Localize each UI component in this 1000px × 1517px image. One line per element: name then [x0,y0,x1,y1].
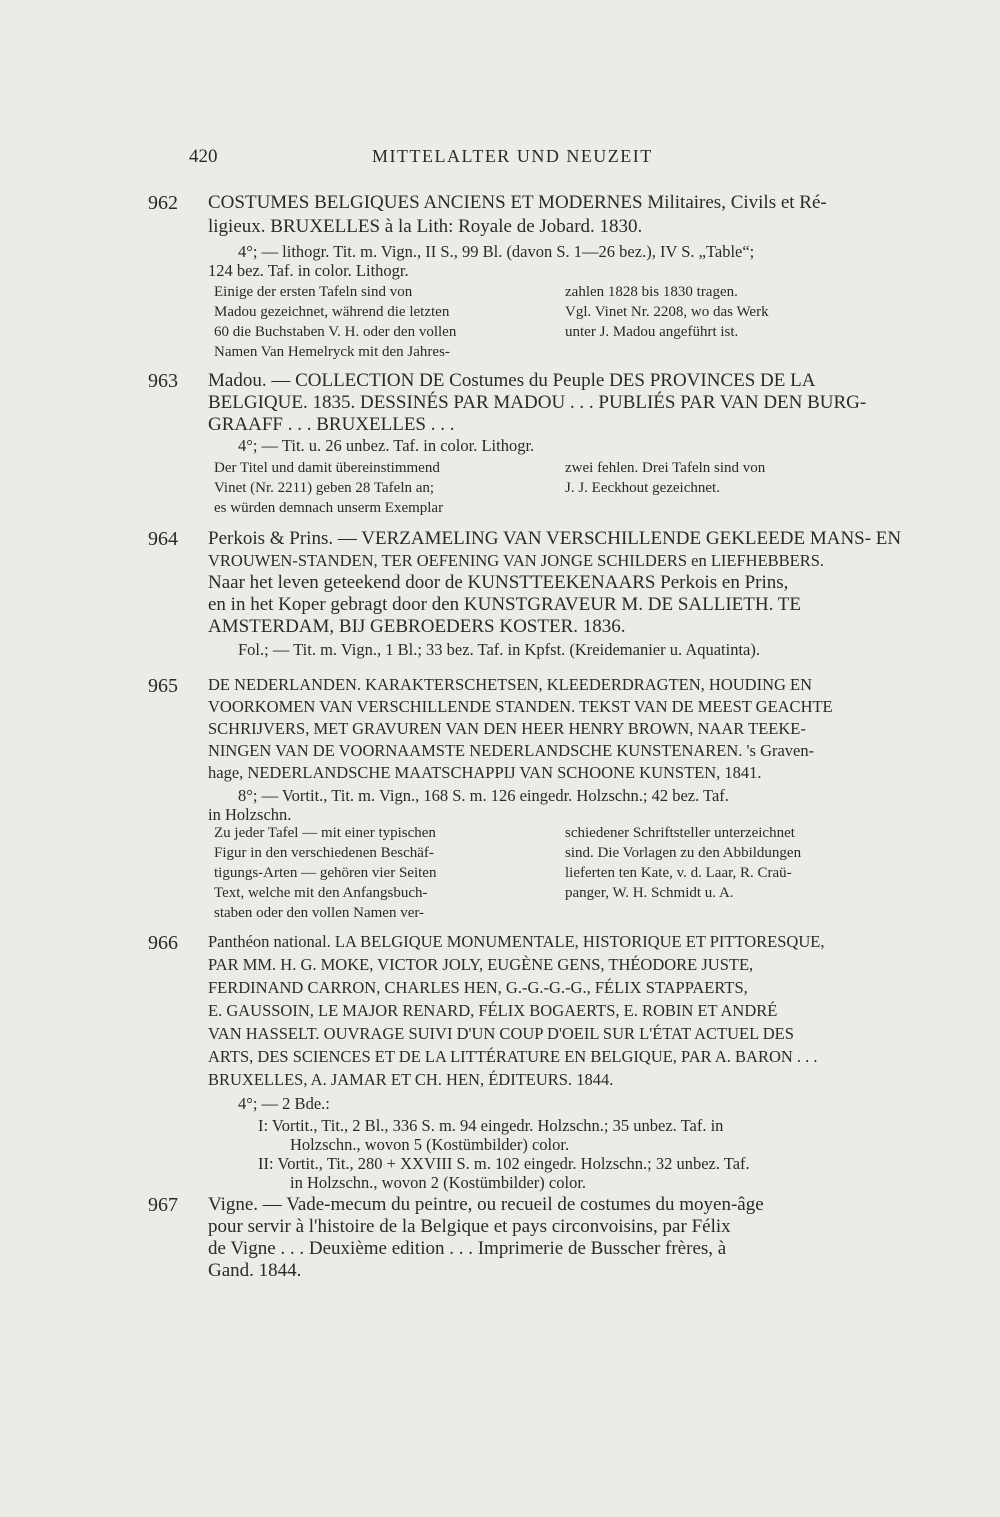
note-line: Vinet (Nr. 2211) geben 28 Tafeln an; [214,480,435,496]
note-left [214,458,534,518]
entry-line: Perkois & Prins. — VERZAMELING VAN VERSCHILLENDE GEKLEEDE MANS- EN [208,528,902,549]
note-line: Zu jeder Tafel — mit einer typischen [214,825,436,841]
entry-line: 8°; — Vortit., Tit. m. Vign., 168 S. m. 126 eingedr. Holzschn.; 42 bez. Taf. [238,786,729,805]
note-line: unter J. Madou angeführt ist. [565,324,739,340]
entry-line: VAN HASSELT. OUVRAGE SUIVI D'UN COUP D'OEIL SUR L'ÉTAT ACTUEL DES [208,1024,794,1043]
note-line: Text, welche mit den Anfangsbuch- [214,885,428,901]
entry-line: en in het Koper gebragt door den KUNSTGRAVEUR M. DE SALLIETH. TE [208,594,801,615]
note-line: es würden demnach unserm Exemplar [214,500,444,516]
entry-line: 4°; — lithogr. Tit. m. Vign., II S., 99 Bl. (davon S. 1—26 bez.), IV S. „Table“; [238,242,755,261]
entry-line: Gand. 1844. [208,1260,302,1281]
entry-line: in Holzschn. [208,805,292,824]
entry-line: in Holzschn., wovon 2 (Kostümbilder) color. [290,1173,587,1192]
entry-number: 966 [148,932,178,954]
entry-line: Naar het leven geteekend door de KUNSTTEEKENAARS Perkois en Prins, [208,572,789,593]
note-line: Madou gezeichnet, während die letzten [214,304,450,320]
entry-line: pour servir à l'histoire de la Belgique et pays circonvoisins, par Félix [208,1216,731,1237]
entry-line: 4°; — Tit. u. 26 unbez. Taf. in color. Lithogr. [238,436,535,455]
entry-line: Holzschn., wovon 5 (Kostümbilder) color. [290,1135,570,1154]
entry-line: VROUWEN-STANDEN, TER OEFENING VAN JONGE SCHILDERS en LIEFHEBBERS. [208,551,825,570]
note-line: J. J. Eeckhout gezeichnet. [565,480,720,496]
page-header [0,146,1000,172]
note-left [214,823,534,923]
entry-line: ARTS, DES SCIENCES ET DE LA LITTÉRATURE EN BELGIQUE, PAR A. BARON . . . [208,1047,818,1066]
page-number: 420 [189,146,218,167]
note-line: Figur in den verschiedenen Beschäf- [214,845,434,861]
note-line: Namen Van Hemelryck mit den Jahres- [214,344,450,360]
running-title: MITTELALTER UND NEUZEIT [372,146,653,166]
note-line: Der Titel und damit übereinstimmend [214,460,440,476]
entry-line: BRUXELLES, A. JAMAR ET CH. HEN, ÉDITEURS. 1844. [208,1070,614,1089]
entry-line: ligieux. BRUXELLES à la Lith: Royale de Jobard. 1830. [208,216,643,237]
entry-line: Fol.; — Tit. m. Vign., 1 Bl.; 33 bez. Taf. in Kpfst. (Kreidemanier u. Aquatinta). [238,640,760,659]
entry-line: Vigne. — Vade-mecum du peintre, ou recueil de costumes du moyen-âge [208,1194,764,1215]
entry-line: VOORKOMEN VAN VERSCHILLENDE STANDEN. TEKST VAN DE MEEST GEACHTE [208,697,833,716]
entry-line: BELGIQUE. 1835. DESSINÉS PAR MADOU . . . PUBLIÉS PAR VAN DEN BURG- [208,392,867,413]
entry-line: COSTUMES BELGIQUES ANCIENS ET MODERNES Militaires, Civils et Ré- [208,192,827,213]
entry-line: I: Vortit., Tit., 2 Bl., 336 S. m. 94 eingedr. Holzschn.; 35 unbez. Taf. in [258,1116,724,1135]
note-line: 60 die Buchstaben V. H. oder den vollen [214,324,457,340]
note-right [565,823,855,903]
entry-line: GRAAFF . . . BRUXELLES . . . [208,414,455,435]
entry-line: E. GAUSSOIN, LE MAJOR RENARD, FÉLIX BOGAERTS, E. ROBIN ET ANDRÉ [208,1001,778,1020]
note-line: Einige der ersten Tafeln sind von [214,284,413,300]
entry-number: 963 [148,370,178,392]
note-line: Vgl. Vinet Nr. 2208, wo das Werk [565,304,769,320]
entry-line: 124 bez. Taf. in color. Lithogr. [208,261,409,280]
note-left [214,282,534,362]
note-line: zahlen 1828 bis 1830 tragen. [565,284,738,300]
note-line: staben oder den vollen Namen ver- [214,905,425,921]
entry-line: II: Vortit., Tit., 280 + XXVIII S. m. 102 eingedr. Holzschn.; 32 unbez. Taf. [258,1154,750,1173]
entry-line: de Vigne . . . Deuxième edition . . . Imprimerie de Busscher frères, à [208,1238,727,1259]
note-line: schiedener Schriftsteller unterzeichnet [565,825,795,841]
entry-line: FERDINAND CARRON, CHARLES HEN, G.-G.-G.-G., FÉLIX STAPPAERTS, [208,978,748,997]
entry-line: PAR MM. H. G. MOKE, VICTOR JOLY, EUGÈNE GENS, THÉODORE JUSTE, [208,955,754,974]
note-line: lieferten ten Kate, v. d. Laar, R. Craü- [565,865,792,881]
note-line: panger, W. H. Schmidt u. A. [565,885,734,901]
note-line: zwei fehlen. Drei Tafeln sind von [565,460,766,476]
entry-line: AMSTERDAM, BIJ GEBROEDERS KOSTER. 1836. [208,616,626,637]
note-line: sind. Die Vorlagen zu den Abbildungen [565,845,802,861]
note-right [565,282,855,342]
entry-line: DE NEDERLANDEN. KARAKTERSCHETSEN, KLEEDERDRAGTEN, HOUDING EN [208,675,813,694]
entry-number: 964 [148,528,178,550]
entry-line: NINGEN VAN DE VOORNAAMSTE NEDERLANDSCHE KUNSTENAREN. 's Graven- [208,741,815,760]
entry-line: 4°; — 2 Bde.: [238,1094,330,1113]
entry-line: Madou. — COLLECTION DE Costumes du Peuple DES PROVINCES DE LA [208,370,816,391]
entry-line: hage, NEDERLANDSCHE MAATSCHAPPIJ VAN SCHOONE KUNSTEN, 1841. [208,763,762,782]
entry-line: SCHRIJVERS, MET GRAVUREN VAN DEN HEER HENRY BROWN, NAAR TEEKE- [208,719,806,738]
entry-number: 965 [148,675,178,697]
entry-number: 967 [148,1194,178,1216]
note-line: tigungs-Arten — gehören vier Seiten [214,865,437,881]
entry-number: 962 [148,192,178,214]
note-right [565,458,855,498]
entry-line: Panthéon national. LA BELGIQUE MONUMENTALE, HISTORIQUE ET PITTORESQUE, [208,932,825,951]
